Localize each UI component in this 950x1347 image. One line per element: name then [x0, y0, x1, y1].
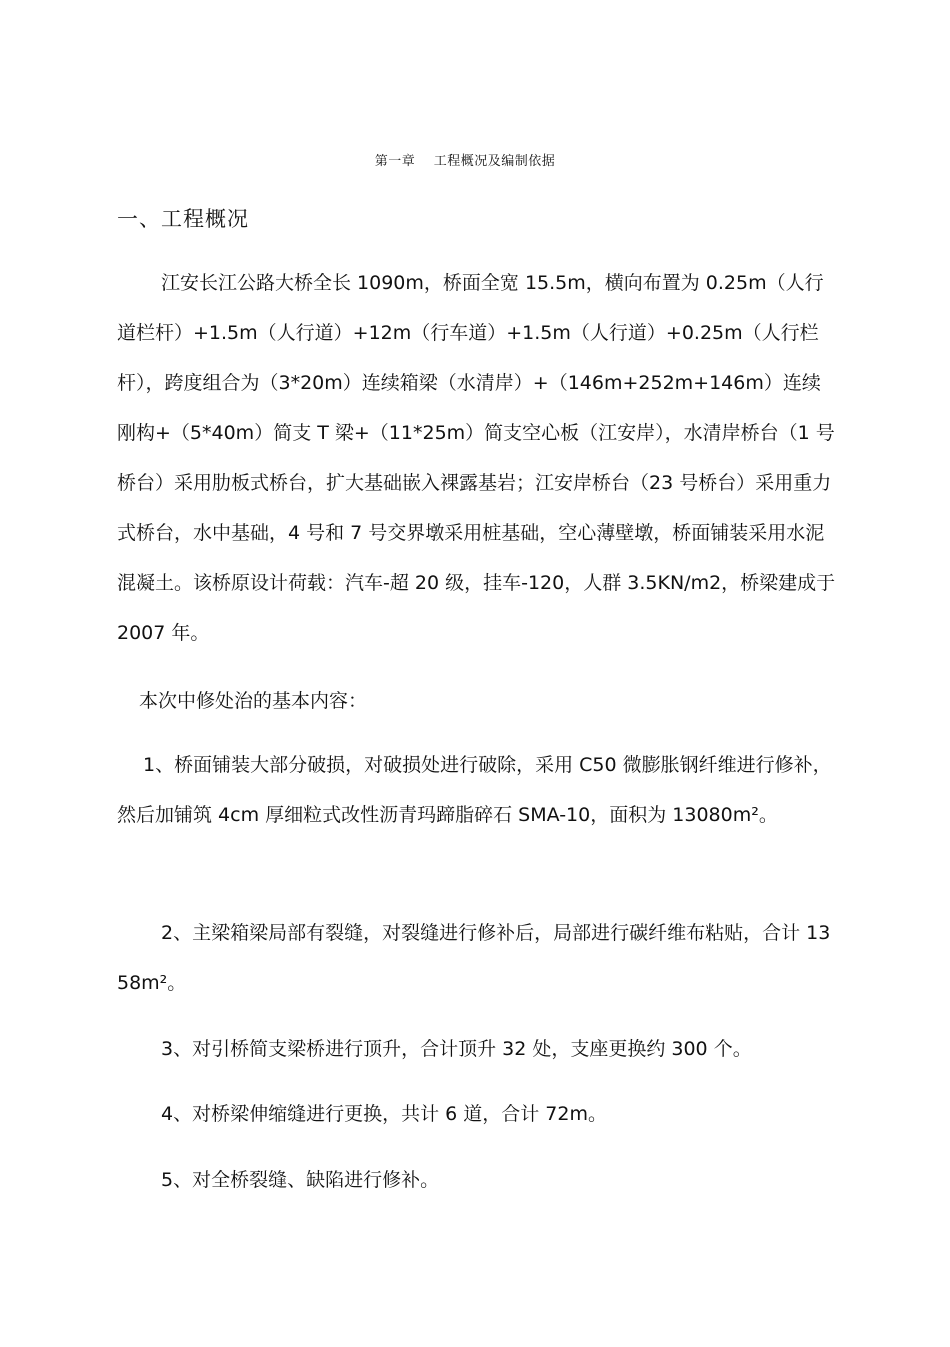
paragraph-scope-intro: 本次中修处治的基本内容： — [139, 690, 368, 712]
list-item-5: 5、对全桥裂缝、缺陷进行修补。 — [161, 1169, 440, 1191]
paragraph-overview: 江安长江公路大桥全长 1090m，桥面全宽 15.5m，横向布置为 0.25m（人行道栏杆）+1.5m（人行道）+12m（行车道）+1.5m（人行道）+0.25m（人行栏杆），跨度组合为（3*20m）连续箱梁（水清岸）+（146m+252m+146m）连续刚构+（5*40m）简支 T 梁+（11*25m）简支空心板（江安岸），水清岸桥台（1 号桥台）采用肋板式桥台，扩大基础嵌入裸露基岩；江安岸桥台（23 号桥台）采用重力式桥台，水中基础，4 号和 7 号交界墩采用桩基础，空心薄壁墩，桥面铺装采用水泥混凝土。该桥原设计荷载：汽车-超 20 级，挂车-120，人群 3.5KN/m2，桥梁建成于 2007 年。 — [117, 272, 836, 644]
section-heading: 一、工程概况 — [117, 207, 249, 231]
list-item-4: 4、对桥梁伸缩缝进行更换，共计 6 道，合计 72m。 — [161, 1103, 607, 1125]
list-item-2: 2、主梁箱梁局部有裂缝，对裂缝进行修补后，局部进行碳纤维布粘贴，合计 1358m²。 — [117, 922, 831, 994]
list-item-1: 1、桥面铺装大部分破损，对破损处进行破除，采用 C50 微膨胀钢纤维进行修补，然后加铺筑 4cm 厚细粒式改性沥青玛蹄脂碎石 SMA-10，面积为 13080m²。 — [117, 754, 832, 826]
chapter-title: 第一章 工程概况及编制依据 — [374, 154, 556, 169]
list-item-3: 3、对引桥简支梁桥进行顶升，合计顶升 32 处，支座更换约 300 个。 — [161, 1038, 752, 1060]
